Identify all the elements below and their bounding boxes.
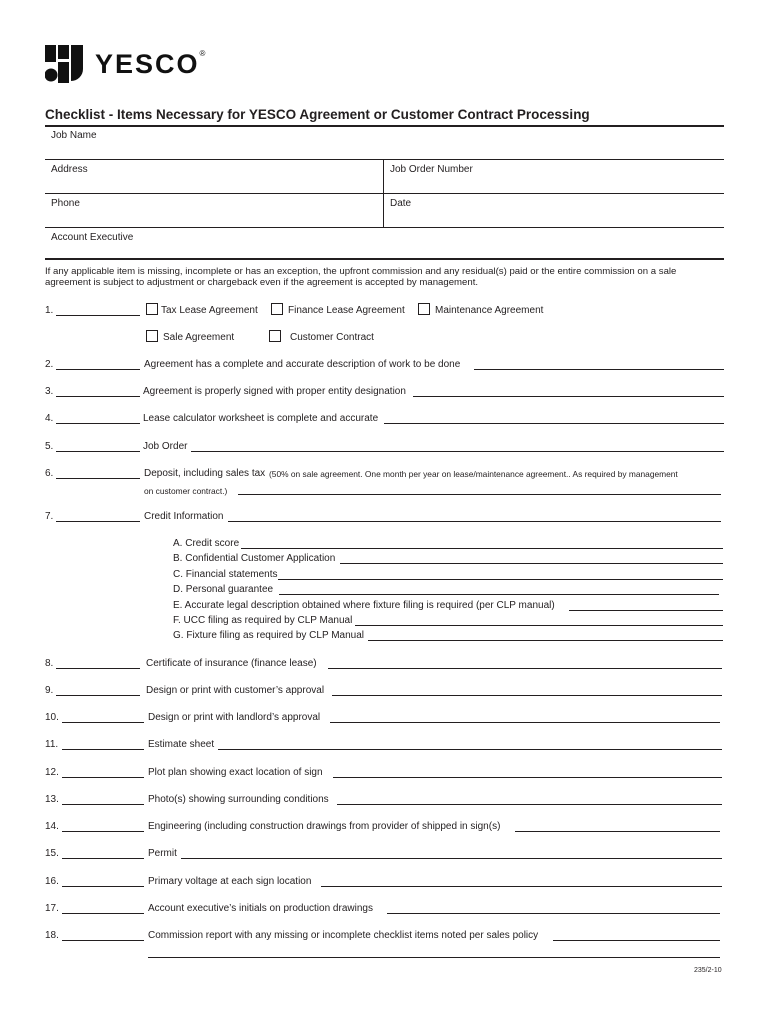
job-order-number-label: Job Order Number <box>390 164 473 175</box>
item-initial-blank[interactable] <box>62 940 144 941</box>
phone-label: Phone <box>51 198 80 209</box>
page-title: Checklist - Items Necessary for YESCO Agreement or Customer Contract Processing <box>45 107 590 122</box>
item-initial-blank[interactable] <box>56 423 140 424</box>
item-number: 4. <box>45 413 54 424</box>
item-number: 2. <box>45 359 54 370</box>
credit-sub-item: A. Credit score <box>173 538 240 549</box>
item-line <box>337 804 722 805</box>
item-15-text: Permit <box>148 848 177 859</box>
item-initial-blank[interactable] <box>56 396 140 397</box>
job-name-rule <box>45 159 724 160</box>
item-number: 1. <box>45 305 54 316</box>
item-initial-blank[interactable] <box>62 886 144 887</box>
item-line <box>384 423 724 424</box>
item-initial-blank[interactable] <box>56 521 140 522</box>
address-label: Address <box>51 164 88 175</box>
item-initial-blank[interactable] <box>62 831 144 832</box>
credit-sub-item: G. Fixture filing as required by CLP Manual <box>173 630 365 641</box>
item-initial-blank[interactable] <box>56 478 140 479</box>
item-number: 3. <box>45 386 54 397</box>
item-line <box>238 494 721 495</box>
maintenance-label: Maintenance Agreement <box>435 305 544 316</box>
item-initial-blank[interactable] <box>56 668 140 669</box>
phone-rule <box>45 227 724 228</box>
item-number: 17. <box>45 903 59 914</box>
item-number: 13. <box>45 794 59 805</box>
item-number: 6. <box>45 468 54 479</box>
item-6-note: (50% on sale agreement. One month per year on lease/maintenance agreement.. As required by management <box>269 469 678 479</box>
notice-line-2: agreement is subject to adjustment or chargeback even if the agreement is accepted by management. <box>45 277 479 288</box>
credit-sub-item: B. Confidential Customer Application <box>173 553 336 564</box>
credit-sub-item: E. Accurate legal description obtained where fixture filing is required (per CLP manual) <box>173 600 555 611</box>
account-executive-label: Account Executive <box>51 232 134 243</box>
item-line <box>191 451 724 452</box>
item-14-text: Engineering (including construction drawings from provider of shipped in sign(s) <box>148 821 501 832</box>
customer-contract-checkbox[interactable] <box>269 330 281 342</box>
item-line <box>228 521 721 522</box>
item-line <box>328 668 722 669</box>
date-label: Date <box>390 198 412 209</box>
credit-sub-item: C. Financial statements <box>173 569 278 580</box>
item-number: 14. <box>45 821 59 832</box>
credit-sub-item: D. Personal guarantee <box>173 584 274 595</box>
sub-line <box>569 610 723 611</box>
item-initial-blank[interactable] <box>56 369 140 370</box>
sub-line <box>278 579 723 580</box>
item-initial-blank[interactable] <box>62 777 144 778</box>
item-number: 10. <box>45 712 59 723</box>
sale-agreement-label: Sale Agreement <box>163 332 235 343</box>
item-line <box>332 695 722 696</box>
item-line <box>474 369 724 370</box>
item-line <box>387 913 720 914</box>
form-number: 235/2-10 <box>694 967 722 974</box>
item-16-text: Primary voltage at each sign location <box>148 876 312 887</box>
item-3-text: Agreement is properly signed with proper entity designation <box>143 386 406 397</box>
brand-name: YESCO® <box>95 49 206 79</box>
item-number: 15. <box>45 848 59 859</box>
sub-line <box>340 563 723 564</box>
item-8-text: Certificate of insurance (finance lease) <box>146 658 317 669</box>
item-9-text: Design or print with customer’s approval <box>146 685 325 696</box>
item-number: 7. <box>45 511 54 522</box>
item-initial-blank[interactable] <box>62 722 144 723</box>
header-bottom-rule <box>45 258 724 260</box>
item-initial-blank[interactable] <box>62 858 144 859</box>
yesco-logo-icon <box>45 45 83 83</box>
item-10-text: Design or print with landlord’s approval <box>148 712 321 723</box>
item-number: 5. <box>45 441 54 452</box>
title-rule <box>45 125 724 127</box>
item-initial-blank[interactable] <box>56 695 140 696</box>
job-name-label: Job Name <box>51 130 97 141</box>
item-initial-blank[interactable] <box>62 749 144 750</box>
item-1-blank <box>56 315 140 316</box>
finance-lease-checkbox[interactable] <box>271 303 283 315</box>
item-12-text: Plot plan showing exact location of sign <box>148 767 323 778</box>
item-line <box>413 396 724 397</box>
sub-line <box>355 625 723 626</box>
sub-line <box>241 548 723 549</box>
sub-line <box>279 594 719 595</box>
item-5-text: Job Order <box>143 441 188 452</box>
credit-sub-item: F. UCC filing as required by CLP Manual <box>173 615 353 626</box>
item-number: 12. <box>45 767 59 778</box>
item-initial-blank[interactable] <box>62 804 144 805</box>
item-number: 16. <box>45 876 59 887</box>
item-11-text: Estimate sheet <box>148 739 215 750</box>
customer-contract-label: Customer Contract <box>290 332 374 343</box>
item-line <box>218 749 722 750</box>
item-13-text: Photo(s) showing surrounding conditions <box>148 794 329 805</box>
item-2-text: Agreement has a complete and accurate description of work to be done <box>144 359 461 370</box>
sale-agreement-checkbox[interactable] <box>146 330 158 342</box>
item-line <box>333 777 722 778</box>
item-number: 9. <box>45 685 54 696</box>
item-17-text: Account executive’s initials on production drawings <box>148 903 373 914</box>
notice-line-1: If any applicable item is missing, incomplete or has an exception, the upfront commission and any residual(s) paid or the entire commission on a sale <box>45 266 677 277</box>
item-18-text: Commission report with any missing or incomplete checklist items noted per sales policy <box>148 930 539 941</box>
sub-line <box>368 640 723 641</box>
item-4-text: Lease calculator worksheet is complete and accurate <box>143 413 379 424</box>
item-line <box>330 722 720 723</box>
tax-lease-checkbox[interactable] <box>146 303 158 315</box>
item-7-text: Credit Information <box>144 511 224 522</box>
item-18-continuation-line[interactable] <box>148 957 720 958</box>
item-line <box>515 831 720 832</box>
item-number: 11. <box>45 739 59 750</box>
item-line <box>181 858 722 859</box>
item-6-note-cont: on customer contract.) <box>144 486 228 496</box>
maintenance-checkbox[interactable] <box>418 303 430 315</box>
item-line <box>321 886 722 887</box>
finance-lease-label: Finance Lease Agreement <box>288 305 405 316</box>
tax-lease-label: Tax Lease Agreement <box>161 305 258 316</box>
item-6-text: Deposit, including sales tax <box>144 468 266 479</box>
item-number: 8. <box>45 658 54 669</box>
item-initial-blank[interactable] <box>56 451 140 452</box>
item-number: 18. <box>45 930 59 941</box>
item-initial-blank[interactable] <box>62 913 144 914</box>
address-rule <box>45 193 724 194</box>
item-line <box>553 940 720 941</box>
